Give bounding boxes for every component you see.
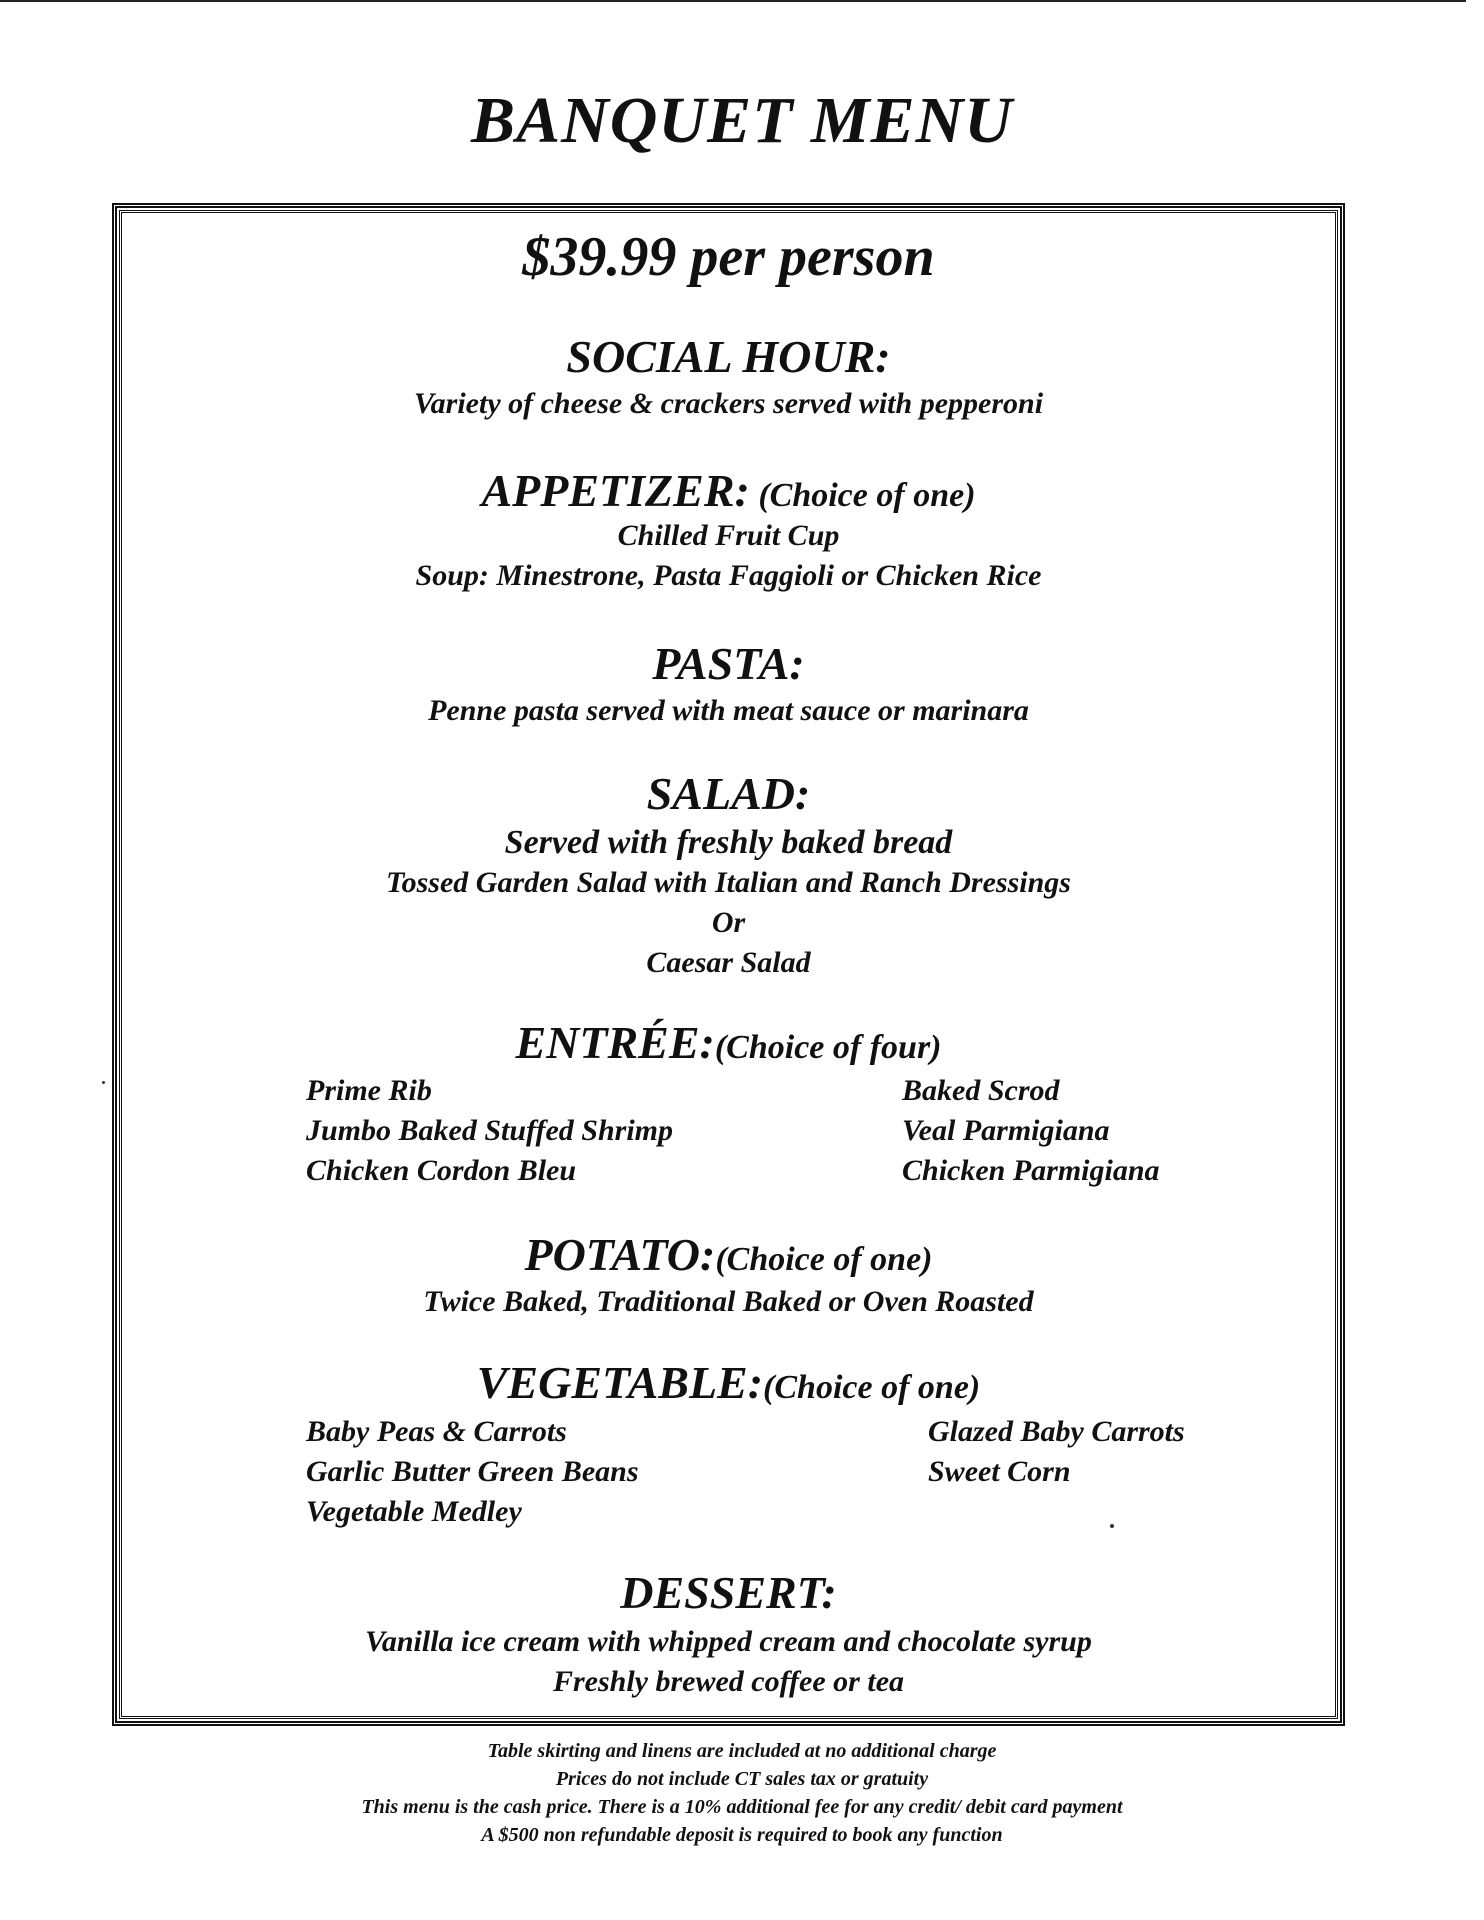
- footer-line: Prices do not include CT sales tax or gratuity: [555, 1768, 929, 1790]
- salad-line: Served with freshly baked bread: [504, 824, 953, 861]
- potato-line: Twice Baked, Traditional Baked or Oven Roasted: [423, 1285, 1034, 1318]
- vegetable-heading: [112, 1357, 1345, 1408]
- page-title: BANQUET MENU: [471, 84, 1013, 157]
- entree-item: Chicken Parmigiana: [902, 1154, 1160, 1187]
- salad-line: Tossed Garden Salad with Italian and Ranch Dressings: [386, 866, 1071, 899]
- potato-section: [112, 1229, 1345, 1322]
- entree-item: Baked Scrod: [902, 1074, 1060, 1107]
- salad-section: [112, 768, 1345, 983]
- vegetable-title: VEGETABLE:: [476, 1357, 764, 1408]
- vegetable-right-column: [928, 1412, 1185, 1492]
- social-hour-line: Variety of cheese & crackers served with pepperoni: [413, 387, 1044, 420]
- dessert-line: Freshly brewed coffee or tea: [552, 1665, 905, 1698]
- appetizer-line: Chilled Fruit Cup: [617, 519, 840, 552]
- vegetable-item: Sweet Corn: [928, 1455, 1071, 1488]
- potato-choice: (Choice of one): [715, 1241, 933, 1278]
- vegetable-item: Garlic Butter Green Beans: [306, 1455, 639, 1488]
- footer-notes: [0, 1737, 1484, 1849]
- entree-item: Chicken Cordon Bleu: [306, 1154, 577, 1187]
- entree-item: Prime Rib: [306, 1074, 432, 1107]
- pasta-line: Penne pasta served with meat sauce or marinara: [428, 694, 1029, 727]
- entree-item: Veal Parmigiana: [902, 1114, 1110, 1147]
- vegetable-left-column: [306, 1412, 639, 1532]
- salad-line: Caesar Salad: [646, 946, 811, 979]
- vegetable-item: Glazed Baby Carrots: [928, 1415, 1185, 1448]
- potato-title: POTATO:: [524, 1229, 716, 1280]
- entree-item: Jumbo Baked Stuffed Shrimp: [306, 1114, 674, 1147]
- appetizer-heading: [112, 465, 1345, 516]
- pasta-section: [112, 638, 1345, 731]
- vegetable-item: Vegetable Medley: [306, 1495, 522, 1528]
- appetizer-title: APPETIZER:: [481, 465, 750, 516]
- entree-left-column: [306, 1071, 673, 1191]
- vegetable-section: [112, 1357, 1345, 1408]
- social-hour-section: [112, 331, 1345, 424]
- footer-line: This menu is the cash price. There is a 10% additional fee for any credit/ debit card payment: [361, 1796, 1123, 1818]
- top-rule: [0, 0, 1466, 2]
- footer-line: A $500 non refundable deposit is required to book any function: [481, 1824, 1003, 1846]
- appetizer-line: Soup: Minestrone, Pasta Faggioli or Chicken Rice: [415, 559, 1042, 592]
- entree-heading: [112, 1017, 1345, 1068]
- scan-speck: [1110, 1524, 1114, 1528]
- social-hour-heading: SOCIAL HOUR:: [566, 331, 891, 382]
- entree-right-column: [902, 1071, 1160, 1191]
- dessert-line: Vanilla ice cream with whipped cream and chocolate syrup: [365, 1625, 1092, 1658]
- dessert-heading: DESSERT:: [620, 1567, 837, 1618]
- entree-choice: (Choice of four): [714, 1029, 942, 1066]
- salad-heading: SALAD:: [646, 768, 811, 819]
- price-per-person: $39.99 per person: [522, 226, 935, 288]
- entree-section: [112, 1017, 1345, 1068]
- salad-line: Or: [711, 906, 746, 939]
- vegetable-choice: (Choice of one): [763, 1369, 981, 1406]
- dessert-section: [112, 1567, 1345, 1702]
- appetizer-choice: (Choice of one): [749, 477, 976, 514]
- scan-speck: [102, 1081, 105, 1084]
- potato-heading: [112, 1229, 1345, 1280]
- vegetable-item: Baby Peas & Carrots: [306, 1415, 567, 1448]
- entree-title: ENTRÉE:: [515, 1017, 715, 1068]
- appetizer-section: [112, 465, 1345, 596]
- footer-line: Table skirting and linens are included at no additional charge: [487, 1740, 997, 1762]
- pasta-heading: PASTA:: [652, 638, 805, 689]
